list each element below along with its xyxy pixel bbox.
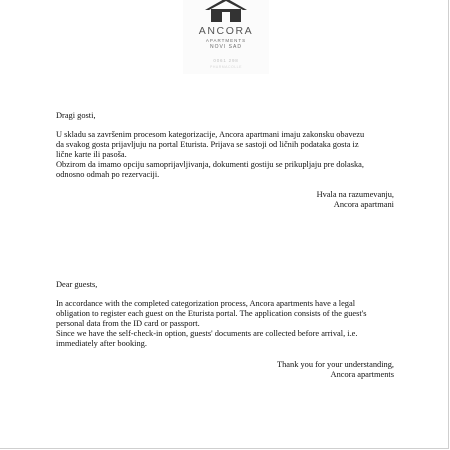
english-paragraph-line: immediately after booking. [56, 339, 147, 348]
serbian-signature: Ancora apartmani [333, 200, 394, 209]
logo-subtitle-apartments: APARTMENTS [205, 38, 247, 43]
serbian-closing: Hvala na razumevanju, [316, 190, 394, 199]
logo-small-text: PHARMACOLLE [210, 65, 242, 69]
english-paragraph-line: Since we have the self-check-in option, guests' documents are collected before arrival, i.e. [56, 329, 358, 338]
english-closing: Thank you for your understanding, [277, 360, 394, 369]
serbian-paragraph-line: lične karte ili pasoša. [56, 150, 127, 159]
english-greeting: Dear guests, [56, 280, 98, 289]
house-icon [203, 0, 249, 22]
logo-code: 0061 298 [213, 58, 239, 63]
serbian-paragraph-line: U skladu sa završenim procesom kategorizacije, Ancora apartmani imaju zakonsku obavezu [56, 130, 365, 139]
english-paragraph-line: In accordance with the completed categorization process, Ancora apartments have a legal [56, 299, 356, 308]
logo-subtitle-city: NOVI SAD [210, 44, 242, 50]
ancora-logo [183, 0, 269, 74]
logo-name: ANCORA [198, 25, 254, 37]
english-signature: Ancora apartments [330, 370, 394, 379]
english-paragraph-line: personal data from the ID card or passport. [56, 319, 200, 328]
serbian-paragraph-line: Obzirom da imamo opciju samoprijavljivanja, dokumenti gostiju se prikupljaju pre dolaska, [56, 160, 364, 169]
serbian-greeting: Dragi gosti, [56, 111, 96, 120]
serbian-paragraph-line: da svakog gosta prijavljuju na portal Eturista. Prijava se sastoji od ličnih podataka gosta iz [56, 140, 359, 149]
english-paragraph-line: obligation to register each guest on the Eturista portal. The application consists of the guest's [56, 309, 367, 318]
serbian-paragraph-line: odnosno odmah po rezervaciji. [56, 170, 160, 179]
